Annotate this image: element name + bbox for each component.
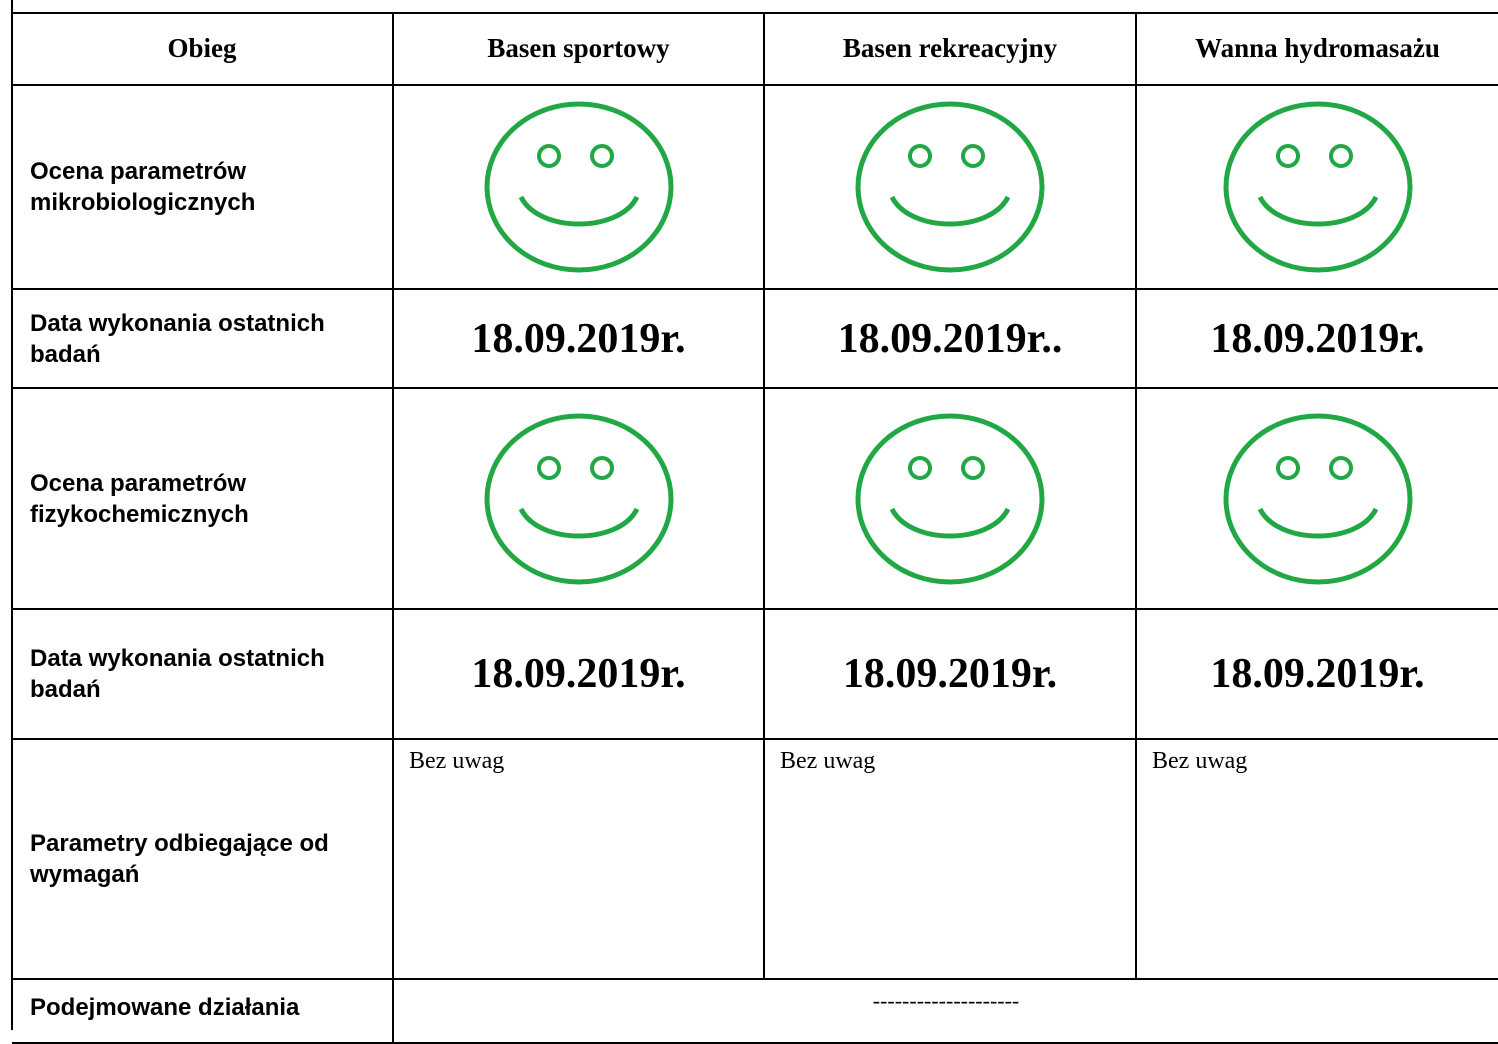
header-obieg: Obieg <box>12 13 393 85</box>
deviations-row <box>12 739 1498 979</box>
micro-date-wanna: 18.09.2019r. <box>1136 289 1498 388</box>
phys-label-line1: Ocena parametrów <box>30 469 247 497</box>
pool-water-report-table <box>12 13 1498 1044</box>
header-basen-rekreacyjny: Basen rekreacyjny <box>764 13 1136 85</box>
phys-row <box>12 388 1498 609</box>
phys-status-rekreacyjny <box>764 388 1136 609</box>
micro-date-sportowy: 18.09.2019r. <box>393 289 764 388</box>
micro-label-line1: Ocena parametrów <box>30 158 247 185</box>
deviations-wanna: Bez uwag <box>1136 739 1498 979</box>
deviations-sportowy: Bez uwag <box>393 739 764 979</box>
phys-date-rekreacyjny: 18.09.2019r. <box>764 609 1136 739</box>
phys-date-row <box>12 609 1498 739</box>
phys-date-sportowy: 18.09.2019r. <box>393 609 764 739</box>
actions-label: Podejmowane działania <box>12 979 393 1043</box>
phys-date-label-line1: Data wykonania ostatnich <box>30 645 325 672</box>
smiley-green-icon <box>855 101 1045 273</box>
deviations-label-line1: Parametry odbiegające od <box>30 830 329 857</box>
deviations-rekreacyjny: Bez uwag <box>764 739 1136 979</box>
phys-status-sportowy <box>393 388 764 609</box>
micro-status-rekreacyjny <box>764 85 1136 289</box>
smiley-green-icon <box>1223 101 1413 273</box>
micro-date-row <box>12 289 1498 388</box>
deviations-label <box>12 739 393 979</box>
actions-value: -------------------- <box>393 979 1498 1043</box>
phys-status-wanna <box>1136 388 1498 609</box>
micro-date-label <box>12 289 393 388</box>
micro-date-label-line1: Data wykonania ostatnich <box>30 309 325 337</box>
deviations-label-line2: wymagań <box>30 861 140 888</box>
phys-label-line2: fizykochemicznych <box>30 500 249 528</box>
smiley-green-icon <box>855 413 1045 585</box>
micro-label-line2: mikrobiologicznych <box>30 189 256 216</box>
phys-date-label-line2: badań <box>30 676 101 703</box>
phys-date-wanna: 18.09.2019r. <box>1136 609 1498 739</box>
micro-date-label-line2: badań <box>30 340 101 368</box>
micro-status-sportowy <box>393 85 764 289</box>
phys-date-label <box>12 609 393 739</box>
smiley-green-icon <box>484 413 674 585</box>
micro-label <box>12 85 393 289</box>
actions-row <box>12 979 1498 1043</box>
smiley-green-icon <box>484 101 674 273</box>
header-wanna-hydromasazu: Wanna hydromasażu <box>1136 13 1498 85</box>
micro-status-wanna <box>1136 85 1498 289</box>
header-basen-sportowy: Basen sportowy <box>393 13 764 85</box>
micro-date-rekreacyjny: 18.09.2019r.. <box>764 289 1136 388</box>
micro-row <box>12 85 1498 289</box>
header-row <box>12 13 1498 85</box>
smiley-green-icon <box>1223 413 1413 585</box>
phys-label <box>12 388 393 609</box>
